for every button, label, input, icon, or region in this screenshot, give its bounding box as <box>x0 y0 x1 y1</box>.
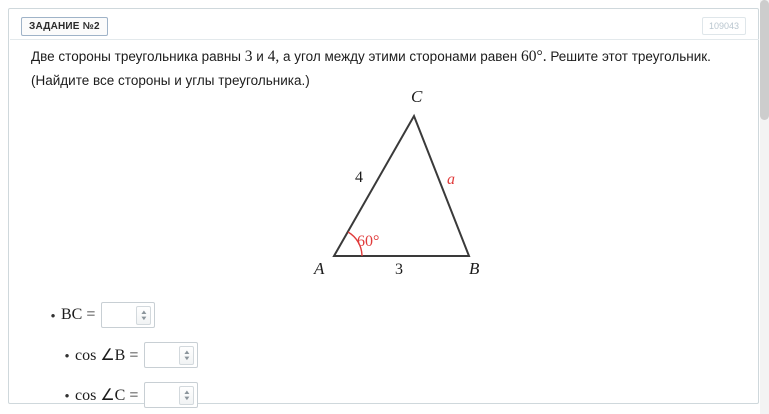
answer-label-cos-b: cos ∠B = <box>75 347 139 364</box>
label-angle-60: 60° <box>357 233 380 250</box>
list-bullet: • <box>50 307 56 323</box>
stepper-down-icon[interactable]: ▼ <box>182 395 192 402</box>
stepper-cos-b[interactable] <box>179 346 194 365</box>
statement-angle-value: 60°. <box>521 48 547 65</box>
label-side-ab: 3 <box>395 261 403 278</box>
label-vertex-a: A <box>314 259 325 278</box>
answer-row-bc <box>45 295 445 335</box>
stepper-down-icon[interactable]: ▼ <box>139 315 149 322</box>
statement-line-2: (Найдите все стороны и углы треугольника.) <box>31 73 310 88</box>
task-id-badge: 109043 <box>702 17 746 35</box>
answer-row-cos-b <box>59 335 445 375</box>
triangle-figure <box>259 81 559 291</box>
stepper-bc[interactable] <box>136 306 151 325</box>
header-divider <box>10 39 759 40</box>
triangle-svg <box>259 81 559 291</box>
answer-input-cos-c[interactable] <box>144 382 198 408</box>
label-side-ac: 4 <box>355 169 363 186</box>
statement-text-1: Две стороны треугольника равны <box>31 49 241 64</box>
stepper-down-icon[interactable]: ▼ <box>182 355 192 362</box>
statement-line-1 <box>31 45 731 69</box>
stepper-cos-c[interactable] <box>179 386 194 405</box>
answer-row-cos-c <box>59 375 445 414</box>
statement-value-a: 3 <box>244 48 253 65</box>
list-bullet: • <box>64 387 70 403</box>
stepper-up-icon[interactable]: ▲ <box>182 389 192 396</box>
stepper-up-icon[interactable]: ▲ <box>139 309 149 316</box>
statement-value-b: 4, <box>267 48 280 65</box>
task-number-badge: ЗАДАНИЕ №2 <box>21 17 108 36</box>
list-bullet: • <box>64 347 70 363</box>
page-scrollbar-thumb[interactable] <box>760 0 769 120</box>
answer-label-cos-c: cos ∠C = <box>75 387 139 404</box>
task-card <box>8 8 759 404</box>
answer-label-bc: BC = <box>61 306 96 323</box>
statement-text-2: а угол между этими сторонами равен <box>282 49 518 64</box>
answer-input-cos-b[interactable] <box>144 342 198 368</box>
statement-text-3: Решите этот треугольник. <box>550 49 711 64</box>
statement-conjunction: и <box>256 49 264 64</box>
answers-list <box>45 295 445 414</box>
label-vertex-c: C <box>411 87 423 106</box>
label-side-bc: a <box>447 171 455 188</box>
label-vertex-b: B <box>469 259 480 278</box>
page-scrollbar-track[interactable] <box>760 0 769 414</box>
stepper-up-icon[interactable]: ▲ <box>182 349 192 356</box>
answer-input-bc[interactable] <box>101 302 155 328</box>
